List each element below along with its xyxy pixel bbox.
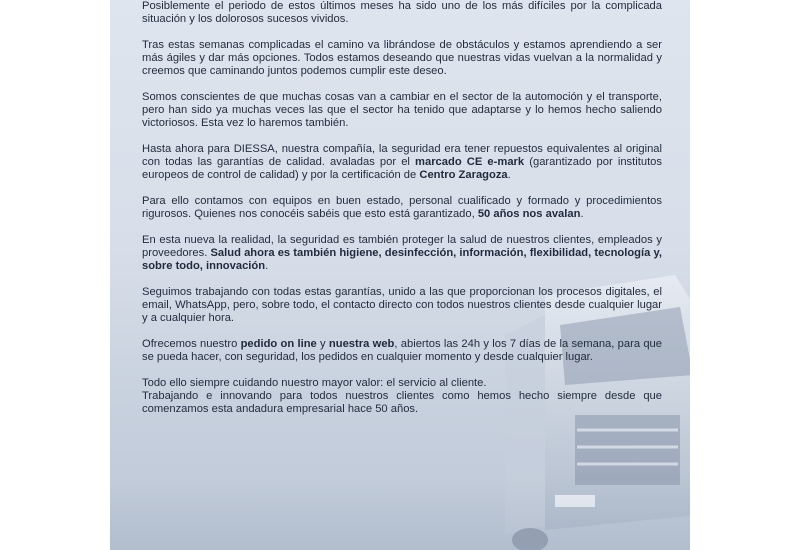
road-shade: [110, 480, 690, 550]
paragraph-p5: [142, 195, 662, 221]
bold-text: 50 años nos avalan: [477, 208, 581, 220]
text-segment: .: [507, 169, 511, 181]
paragraph-p10: [142, 390, 662, 416]
paragraph-p9: [142, 377, 662, 390]
bold-text: Centro Zaragoza: [419, 169, 508, 181]
text-segment: Posiblemente el periodo de estos últimos meses ha sido uno de los más difíciles por la complicada situación y los dolorosos sucesos vividos.: [142, 0, 662, 25]
document-page: [110, 0, 690, 550]
letter-body: [142, 0, 662, 429]
paragraph-p7: [142, 286, 662, 325]
paragraph-p8: [142, 338, 662, 364]
text-segment: Trabajando e innovando para todos nuestros clientes como hemos hecho siempre desde que comenzamos esta andadura empresarial hace 50 años.: [142, 390, 662, 415]
paragraph-p6: [142, 234, 662, 273]
paragraph-p3: [142, 91, 662, 130]
text-segment: Seguimos trabajando con todas estas garantías, unido a las que proporcionan los procesos digitales, el email, WhatsApp, pero, sobre todo, el contacto directo con todos nuestros clientes desde cualquier lugar y a cualquier hora.: [142, 286, 662, 324]
paragraph-p4: [142, 143, 662, 182]
bold-text: Salud ahora es también higiene, desinfección, información, flexibilidad, tecnología y, sobre todo, innovación: [142, 247, 662, 272]
text-segment: Hasta ahora para DIESSA, nuestra compañía, la seguridad era tener repuestos equivalentes al original con todas las garantías de calidad. avaladas por el: [142, 143, 662, 168]
paragraph-p2: [142, 39, 662, 78]
text-segment: Tras estas semanas complicadas el camino va librándose de obstáculos y estamos aprendiendo a ser más ágiles y dar más opciones. Todos estamos deseando que nuestras vidas vuelvan a la normalidad y creemos que caminando juntos podemos cumplir este deseo.: [142, 39, 662, 77]
text-segment: En esta nueva la realidad, la seguridad es también proteger la salud de nuestros clientes, empleados y proveedores.: [142, 234, 662, 259]
text-segment: Somos conscientes de que muchas cosas van a cambiar en el sector de la automoción y el transporte, pero han sido ya muchas veces las que el sector ha tenido que adaptarse y lo hemos hecho saliendo victoriosos. Esta vez lo haremos también.: [142, 91, 662, 129]
text-segment: Todo ello siempre cuidando nuestro mayor valor: el servicio al cliente.: [142, 377, 487, 389]
bold-text: nuestra web: [328, 338, 395, 350]
text-segment: .: [265, 260, 269, 272]
text-segment: y: [316, 338, 329, 350]
paragraph-p1: [142, 0, 662, 26]
text-segment: Para ello contamos con equipos en buen estado, personal cualificado y formado y procedimientos rigurosos. Quienes nos conocéis sabéis que esto está garantizado,: [142, 195, 662, 220]
text-segment: .: [580, 208, 584, 220]
bold-text: marcado CE e-mark: [415, 156, 525, 168]
text-segment: Ofrecemos nuestro: [142, 338, 241, 350]
text-segment: , abiertos las 24h y los 7 días de la semana, para que se pueda hacer, con seguridad, los pedidos en cualquier momento y desde cualquier lugar.: [142, 338, 662, 363]
bold-text: pedido on line: [240, 338, 317, 350]
text-segment: (garantizado por institutos europeos de control de calidad) y por la certificación de: [142, 156, 662, 181]
